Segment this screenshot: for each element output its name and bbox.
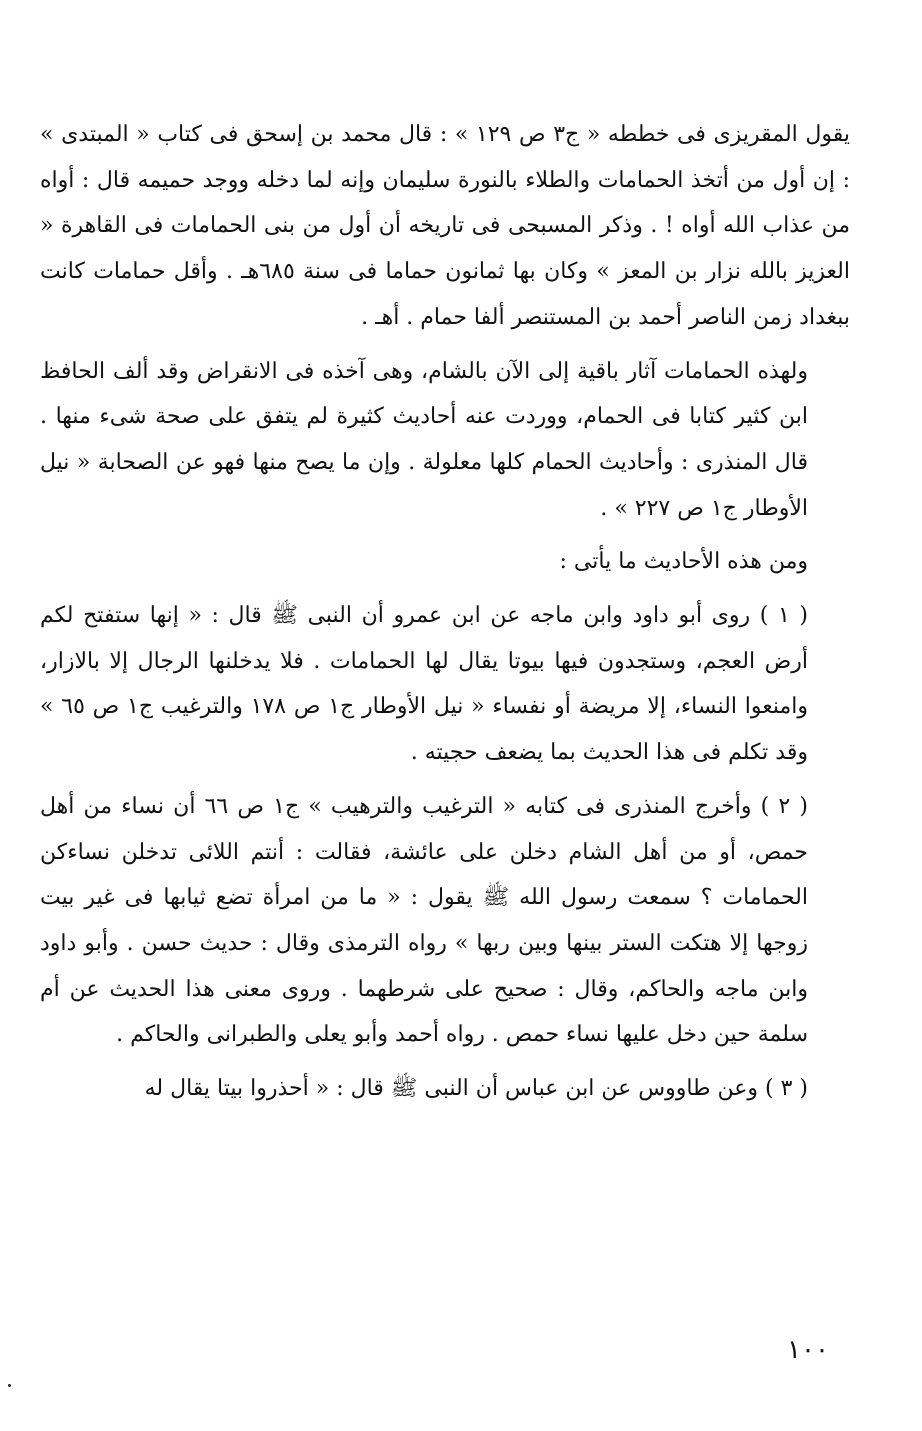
- paragraph-hadith-1: ( ١ ) روى أبو داود وابن ماجه عن ابن عمرو أن النبى ﷺ قال : « إنها ستفتح لكم أرض العجم، وستجدون فيها بيوتا يقال لها الحمامات . فلا يدخلنها الرجال إلا بالازار، وامنعوا النساء، إلا مريضة أو نفساء « نيل الأوطار ج١ ص ١٧٨ والترغيب ج١ ص ٦٥ » وقد تكلم فى هذا الحديث بما يضعف حجيته .: [40, 603, 808, 766]
- paragraph-history-of-baths: يقول المقريزى فى خططه « ج٣ ص ١٢٩ » : قال محمد بن إسحق فى كتاب « المبتدى » : إن أول من أتخذ الحمامات والطلاء بالنورة سليمان وإنه لما دخله ووجد حميمه قال : أواه من عذاب الله أواه ! . وذكر المسبحى فى تاريخه أن أول من بنى الحمامات فى القاهرة « العزيز بالله نزار بن المعز » وكان بها ثمانون حماما فى سنة ٦٨٥هـ . وأقل حمامات كانت ببغداد زمن الناصر أحمد بن المستنصر ألفا حمام . أهـ .: [40, 122, 850, 330]
- page-number: ١٠٠: [787, 1335, 829, 1365]
- paragraph-remains-in-sham: ولهذه الحمامات آثار باقية إلى الآن بالشام، وهى آخذه فى الانقراض وقد ألف الحافظ ابن كثير كتابا فى الحمام، ووردت عنه أحاديث كثيرة لم يتفق على صحة شىء منها . قال المنذرى : وأحاديث الحمام كلها معلولة . وإن ما يصح منها فهو عن الصحابة « نيل الأوطار ج١ ص ٢٢٧ » .: [40, 358, 808, 521]
- paragraph-hadith-2: ( ٢ ) وأخرج المنذرى فى كتابه « الترغيب والترهيب » ج١ ص ٦٦ أن نساء من أهل حمص، أو من أهل الشام دخلن على عائشة، فقالت : أنتم اللائى تدخلن نساءكن الحمامات ؟ سمعت رسول الله ﷺ يقول : « ما من امرأة تضع ثيابها فى غير بيت زوجها إلا هتكت الستر بينها وبين ربها » رواه الترمذى وقال : حديث حسن . وأبو داود وابن ماجه والحاكم، وقال : صحيح على شرطهما . وروى معنى هذا الحديث عن أم سلمة حين دخل عليها نساء حمص . رواه أحمد وأبو يعلى والطبرانى والحاكم .: [40, 793, 808, 1048]
- paragraph-hadith-intro: ومن هذه الأحاديث ما يأتى :: [559, 549, 808, 575]
- paragraph-hadith-3: ( ٣ ) وعن طاووس عن ابن عباس أن النبى ﷺ قال : « أحذروا بيتا يقال له: [144, 1076, 808, 1102]
- scan-speck: [8, 1384, 11, 1387]
- page-body-text: [40, 112, 850, 1120]
